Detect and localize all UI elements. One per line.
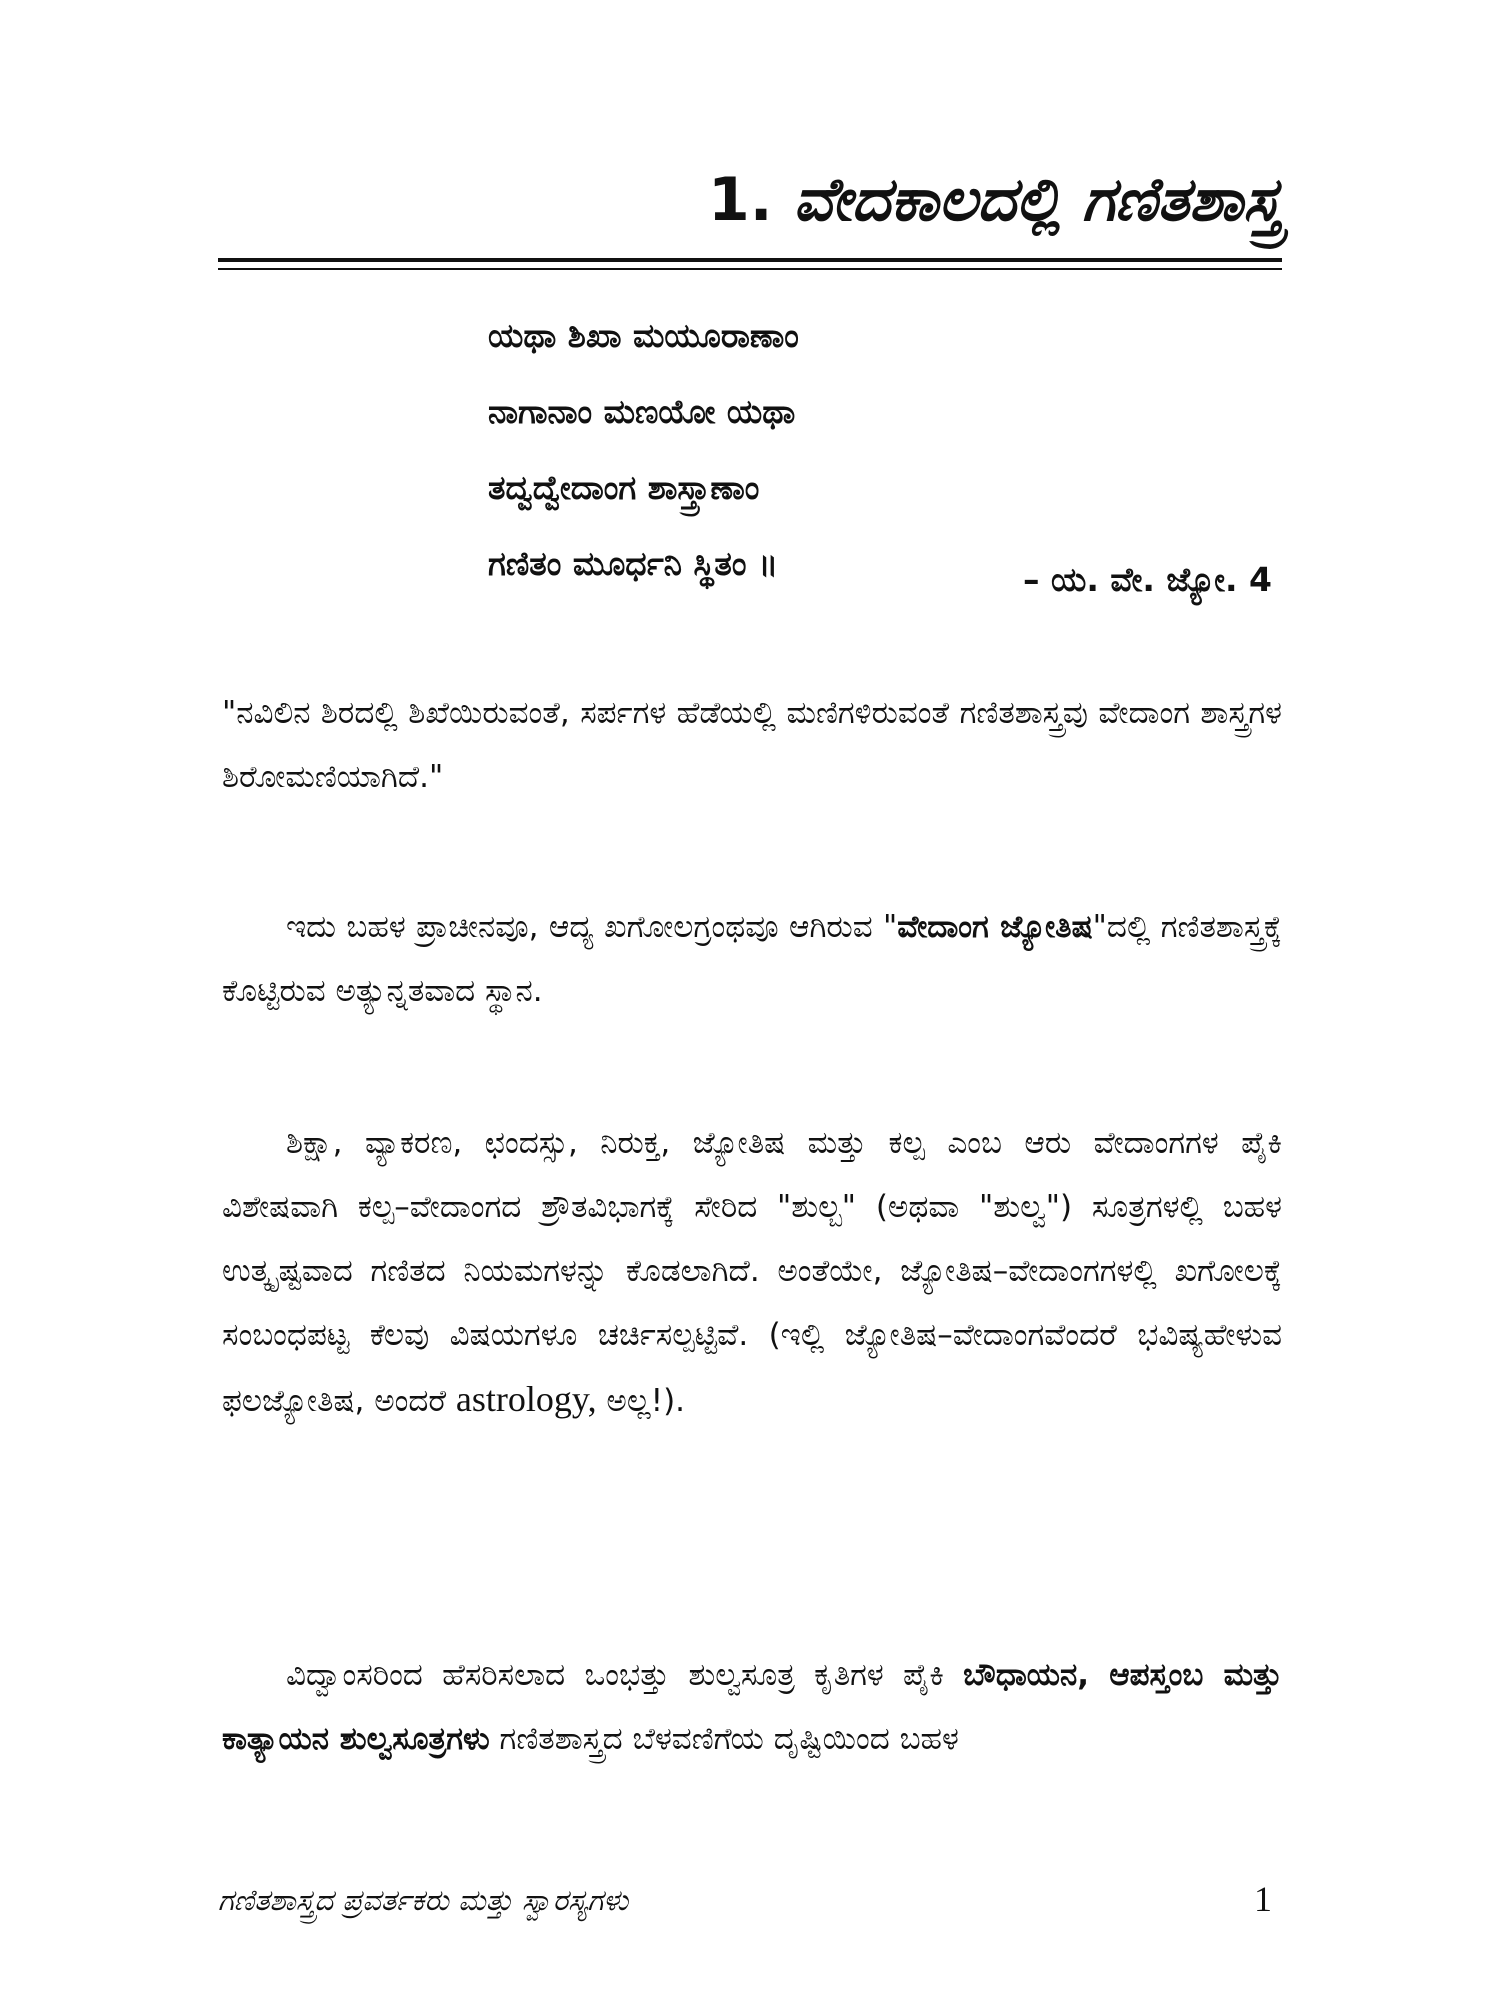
chapter-number: 1.	[707, 165, 773, 235]
title-divider-thin	[218, 268, 1282, 270]
verse-citation: – ಯ. ವೇ. ಜ್ಯೋ. 4	[1023, 560, 1272, 599]
footer-book-title: ಗಣಿತಶಾಸ್ತ್ರದ ಪ್ರವರ್ತಕರು ಮತ್ತು ಸ್ವಾರಸ್ಯಗಳು	[218, 1883, 629, 1917]
verse-line: ಯಥಾ ಶಿಖಾ ಮಯೂರಾಣಾಂ	[488, 316, 799, 355]
paragraph-text: ಅಲ್ಲ!).	[596, 1383, 686, 1419]
page-number: 1	[1254, 1879, 1272, 1919]
sanskrit-verse	[488, 298, 799, 602]
paragraph-translation: "ನವಿಲಿನ ಶಿರದಲ್ಲಿ ಶಿಖೆಯಿರುವಂತೆ, ಸರ್ಪಗಳ ಹೆಡೆಯಲ್ಲಿ ಮಣಿಗಳಿರುವಂತೆ ಗಣಿತಶಾಸ್ತ್ರವು ವೇದಾಂಗ ಶಾಸ್ತ್ರಗಳ ಶಿರೋಮಣಿಯಾಗಿದೆ."	[222, 695, 1282, 795]
verse-line: ಗಣಿತಂ ಮೂರ್ಧನಿ ಸ್ಥಿತಂ ॥	[488, 544, 779, 583]
paragraph-shulvasutras	[222, 1643, 1282, 1771]
chapter-name: ವೇದಕಾಲದಲ್ಲಿ ಗಣಿತಶಾಸ್ತ್ರ	[793, 165, 1282, 235]
latin-term: astrology,	[455, 1379, 597, 1419]
title-divider-thick	[218, 258, 1282, 262]
bold-term: ಬೌಧಾಯನ, ಆಪಸ್ತಂಬ ಮತ್ತು ಕಾತ್ಯಾಯನ ಶುಲ್ವಸೂತ್ರಗಳು	[222, 1657, 1282, 1757]
paragraph-vedangas	[222, 1111, 1282, 1433]
chapter-title	[707, 165, 1282, 235]
paragraph-text: ಶಿಕ್ಷಾ, ವ್ಯಾಕರಣ, ಛಂದಸ್ಸು, ನಿರುಕ್ತ, ಜ್ಯೋತಿಷ ಮತ್ತು ಕಲ್ಪ ಎಂಬ ಆರು ವೇದಾಂಗಗಳ ಪೈಕಿ ವಿಶೇಷವಾಗಿ ಕಲ್ಪ–ವೇದಾಂಗದ ಶ್ರೌತವಿಭಾಗಕ್ಕೆ ಸೇರಿದ "ಶುಲ್ಬ" (ಅಥವಾ "ಶುಲ್ವ") ಸೂತ್ರಗಳಲ್ಲಿ ಬಹಳ ಉತ್ಕೃಷ್ಟವಾದ ಗಣಿತದ ನಿಯಮಗಳನ್ನು ಕೊಡಲಾಗಿದೆ. ಅಂತೆಯೇ, ಜ್ಯೋತಿಷ–ವೇದಾಂಗಗಳಲ್ಲಿ ಖಗೋಲಕ್ಕೆ ಸಂಬಂಧಪಟ್ಟ ಕೆಲವು ವಿಷಯಗಳೂ ಚರ್ಚಿಸಲ್ಪಟ್ಟಿವೆ. (ಇಲ್ಲಿ ಜ್ಯೋತಿಷ–ವೇದಾಂಗವೆಂದರೆ ಭವಿಷ್ಯಹೇಳುವ ಫಲಜ್ಯೋತಿಷ, ಅಂದರೆ	[222, 1125, 1282, 1419]
paragraph-text: ವಿದ್ವಾಂಸರಿಂದ ಹೆಸರಿಸಲಾದ ಒಂಭತ್ತು ಶುಲ್ವಸೂತ್ರ ಕೃತಿಗಳ ಪೈಕಿ	[286, 1657, 964, 1693]
bold-term: ವೇದಾಂಗ ಜ್ಯೋತಿಷ	[897, 909, 1093, 945]
verse-line: ತದ್ವದ್ವೇದಾಂಗ ಶಾಸ್ತ್ರಾಣಾಂ	[488, 468, 760, 507]
paragraph-text: ಇದು ಬಹಳ ಪ್ರಾಚೀನವೂ, ಆದ್ಯ ಖಗೋಲಗ್ರಂಥವೂ ಆಗಿರುವ "	[286, 909, 898, 945]
paragraph-text: ಗಣಿತಶಾಸ್ತ್ರದ ಬೆಳವಣಿಗೆಯ ದೃಷ್ಟಿಯಿಂದ ಬಹಳ	[489, 1721, 959, 1757]
verse-line: ನಾಗಾನಾಂ ಮಣಯೋ ಯಥಾ	[488, 392, 796, 431]
paragraph-text: "ದಲ್ಲಿ ಗಣಿತಶಾಸ್ತ್ರಕ್ಕೆ ಕೊಟ್ಟಿರುವ ಅತ್ಯುನ್ನತವಾದ ಸ್ಥಾನ.	[222, 909, 1282, 1009]
paragraph-vedanga-jyotisha	[222, 895, 1282, 1023]
